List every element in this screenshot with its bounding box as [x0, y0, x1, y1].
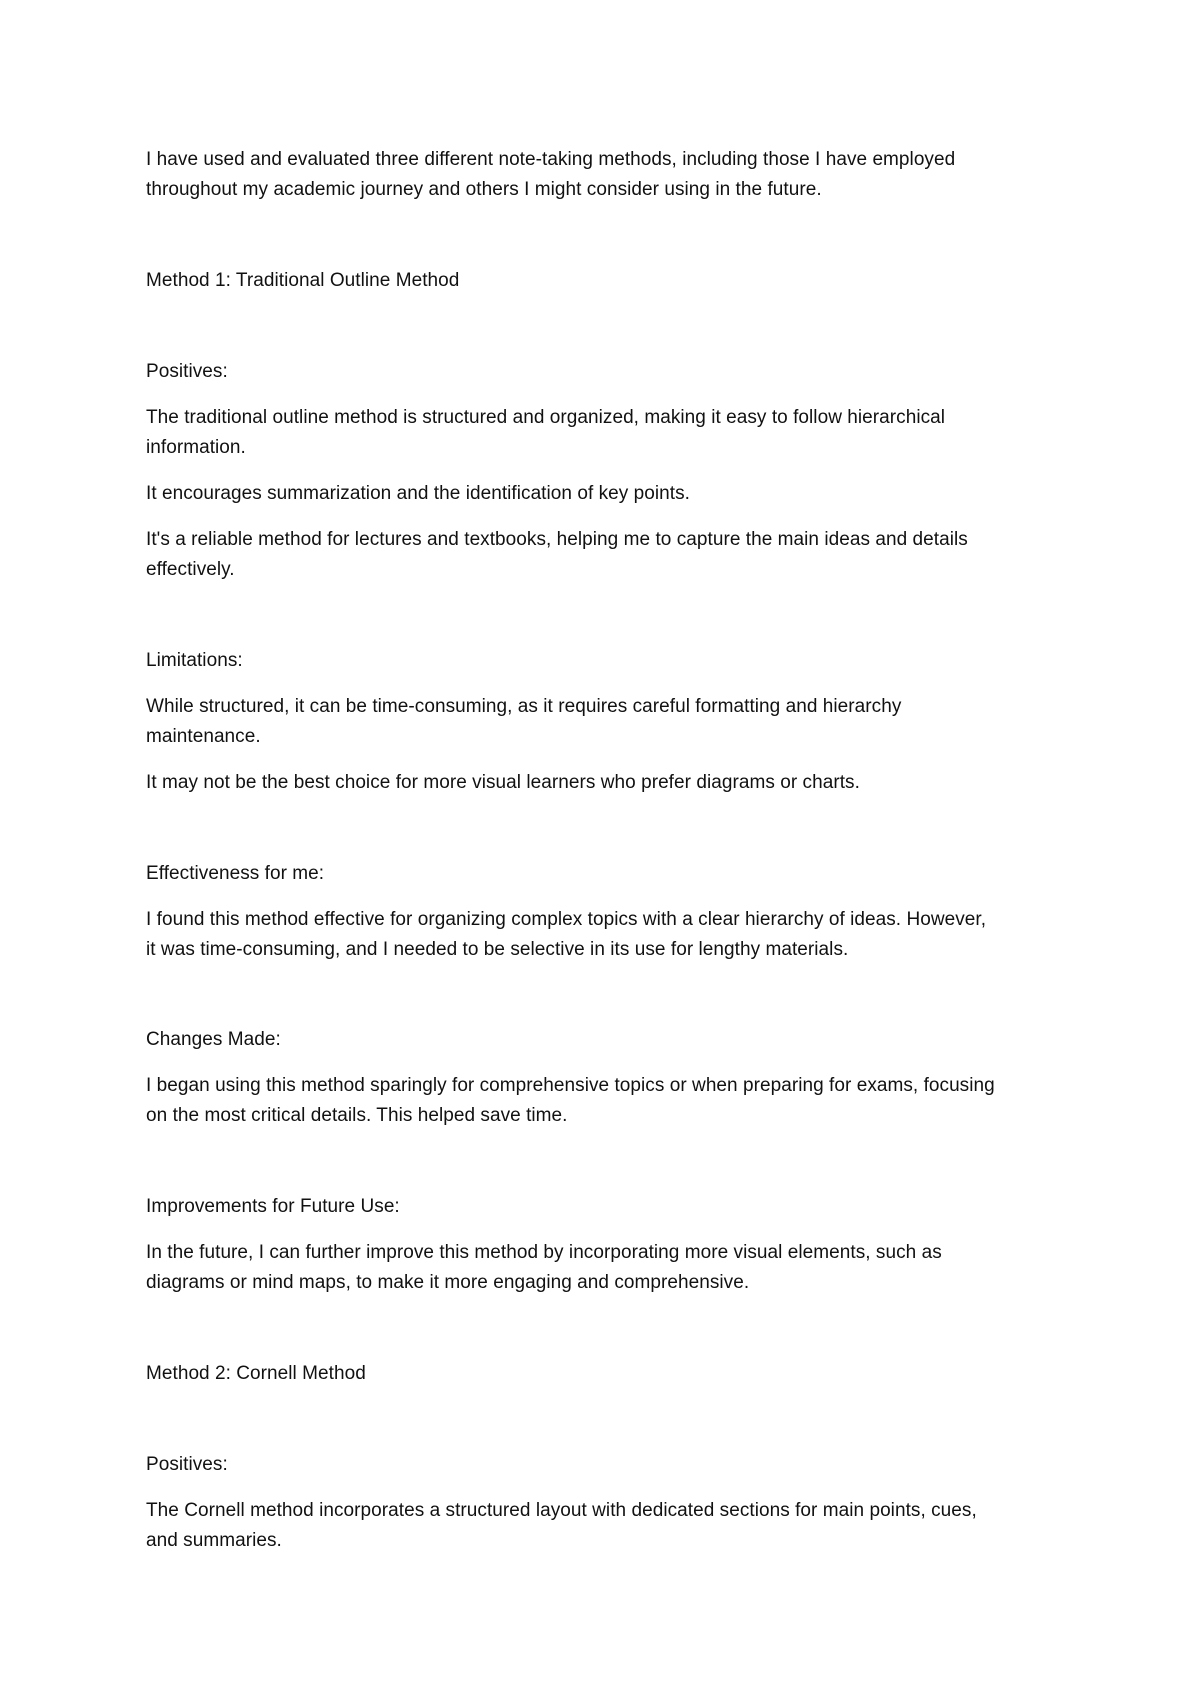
intro-line-1: I have used and evaluated three different note-taking methods, including those I have employed	[146, 149, 956, 170]
effectiveness-heading: Effectiveness for me:	[146, 863, 325, 884]
paragraph-line: It encourages summarization and the identification of key points.	[146, 483, 690, 504]
method-1-heading: Method 1: Traditional Outline Method	[146, 270, 460, 291]
paragraph-line: The traditional outline method is structured and organized, making it easy to follow hierarchical	[146, 407, 946, 428]
positives-heading-2: Positives:	[146, 1454, 228, 1475]
paragraph-line: on the most critical details. This helped save time.	[146, 1105, 568, 1126]
paragraph-line: I began using this method sparingly for comprehensive topics or when preparing for exams, focusing	[146, 1075, 995, 1096]
positives-heading-1: Positives:	[146, 361, 228, 382]
paragraph-line: It may not be the best choice for more visual learners who prefer diagrams or charts.	[146, 772, 860, 793]
paragraph-line: It's a reliable method for lectures and textbooks, helping me to capture the main ideas and details	[146, 529, 968, 550]
intro-line-2: throughout my academic journey and others I might consider using in the future.	[146, 179, 822, 200]
improvements-heading: Improvements for Future Use:	[146, 1196, 400, 1217]
paragraph-line: While structured, it can be time-consuming, as it requires careful formatting and hierarchy	[146, 696, 902, 717]
paragraph-line: it was time-consuming, and I needed to be selective in its use for lengthy materials.	[146, 939, 849, 960]
method-2-heading: Method 2: Cornell Method	[146, 1363, 366, 1384]
paragraph-line: and summaries.	[146, 1530, 282, 1551]
changes-heading: Changes Made:	[146, 1029, 281, 1050]
paragraph-line: information.	[146, 437, 246, 458]
paragraph-line: diagrams or mind maps, to make it more engaging and comprehensive.	[146, 1272, 750, 1293]
paragraph-line: I found this method effective for organizing complex topics with a clear hierarchy of ideas. However,	[146, 909, 987, 930]
paragraph-line: effectively.	[146, 559, 235, 580]
paragraph-line: In the future, I can further improve this method by incorporating more visual elements, such as	[146, 1242, 942, 1263]
paragraph-line: The Cornell method incorporates a structured layout with dedicated sections for main points, cues,	[146, 1500, 977, 1521]
limitations-heading: Limitations:	[146, 650, 243, 671]
paragraph-line: maintenance.	[146, 726, 261, 747]
